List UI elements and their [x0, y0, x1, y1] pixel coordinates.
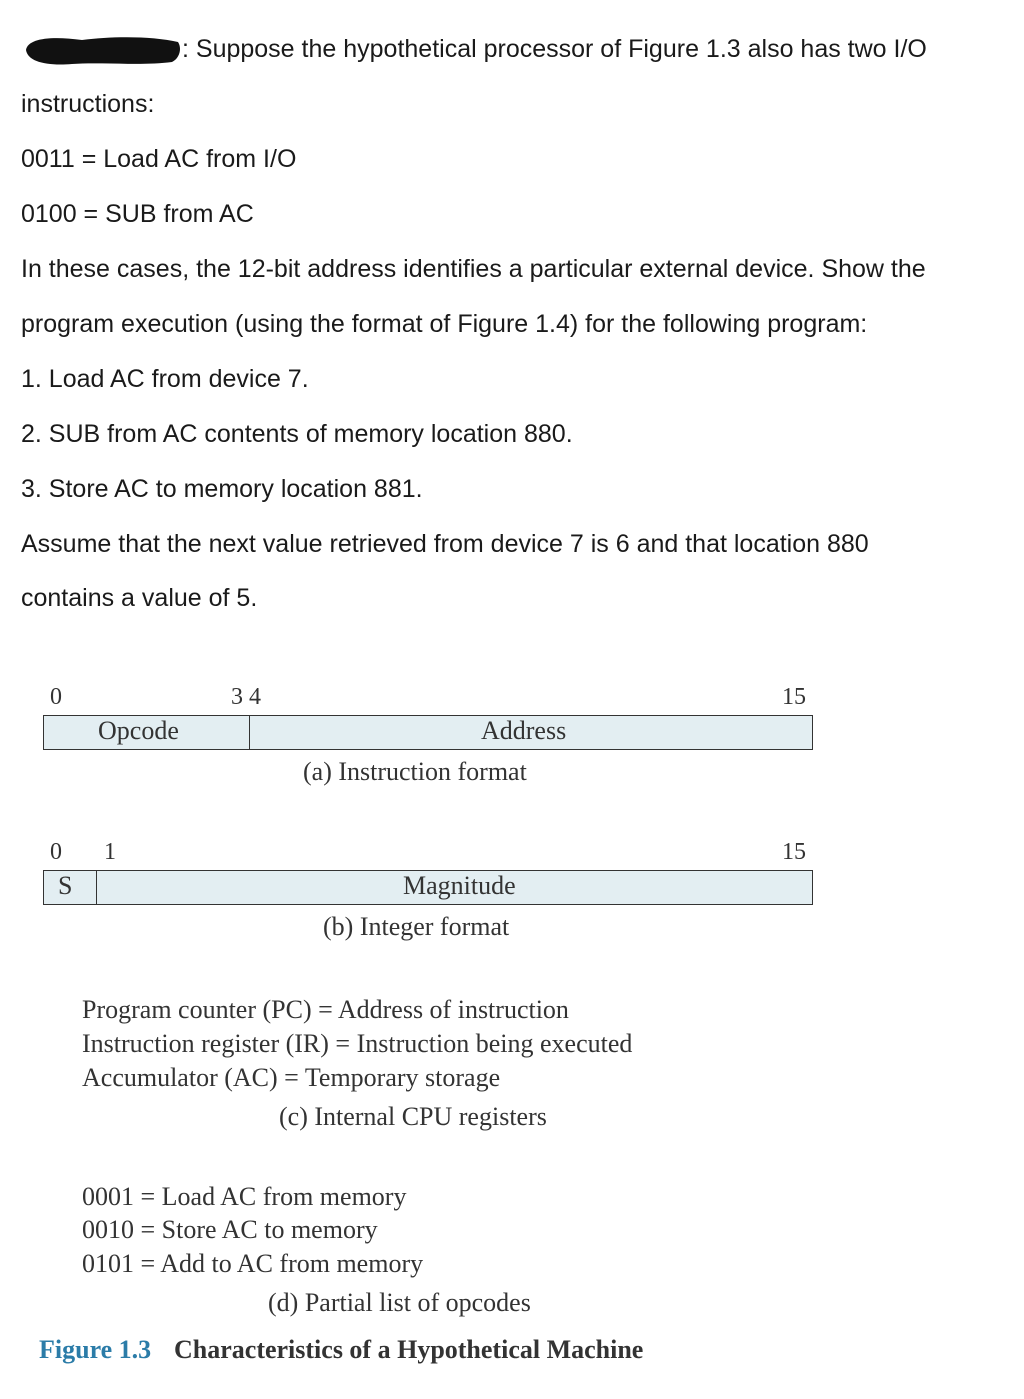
opcode-line: 0010 = Store AC to memory [82, 1215, 378, 1244]
question-line: contains a value of 5. [21, 584, 258, 612]
magnitude-label: Magnitude [403, 871, 516, 900]
figure-title: Characteristics of a Hypothetical Machine [174, 1335, 644, 1364]
figure-number: Figure 1.3 [39, 1335, 152, 1364]
bit-label-15: 15 [782, 839, 806, 865]
question-line: In these cases, the 12-bit address identifies a particular external device. Show the [21, 255, 926, 283]
sign-label: S [58, 871, 73, 900]
address-label: Address [481, 716, 567, 745]
caption-instruction-format: (a) Instruction format [303, 757, 527, 786]
question-line: 3. Store AC to memory location 881. [21, 475, 423, 503]
bit-label-0: 0 [50, 839, 62, 865]
register-line: Instruction register (IR) = Instruction being executed [82, 1029, 633, 1058]
bit-label-15: 15 [782, 684, 806, 710]
question-line: 1. Load AC from device 7. [21, 365, 309, 393]
bit-label-1: 1 [104, 839, 116, 865]
question-line: 0100 = SUB from AC [21, 200, 254, 228]
opcode-address-divider [249, 716, 250, 749]
caption-cpu-registers: (c) Internal CPU registers [279, 1102, 547, 1131]
question-line: program execution (using the format of Figure 1.4) for the following program: [21, 310, 868, 338]
question-line: 2. SUB from AC contents of memory location 880. [21, 420, 573, 448]
question-line: Assume that the next value retrieved from device 7 is 6 and that location 880 [21, 530, 869, 558]
question-line: instructions: [21, 90, 155, 118]
opcode-label: Opcode [98, 716, 179, 745]
question-intro: : Suppose the hypothetical processor of Figure 1.3 also has two I/O [182, 35, 927, 63]
opcode-line: 0101 = Add to AC from memory [82, 1249, 424, 1278]
register-line: Accumulator (AC) = Temporary storage [82, 1063, 501, 1092]
bit-label-0: 0 [50, 684, 62, 710]
redaction-mark [22, 32, 182, 66]
caption-opcodes: (d) Partial list of opcodes [268, 1288, 531, 1317]
opcode-line: 0001 = Load AC from memory [82, 1182, 407, 1211]
sign-magnitude-divider [96, 871, 97, 904]
question-line: 0011 = Load AC from I/O [21, 145, 297, 173]
bit-label-3-4: 3 4 [231, 684, 261, 710]
register-line: Program counter (PC) = Address of instruction [82, 995, 569, 1024]
caption-integer-format: (b) Integer format [323, 912, 510, 941]
